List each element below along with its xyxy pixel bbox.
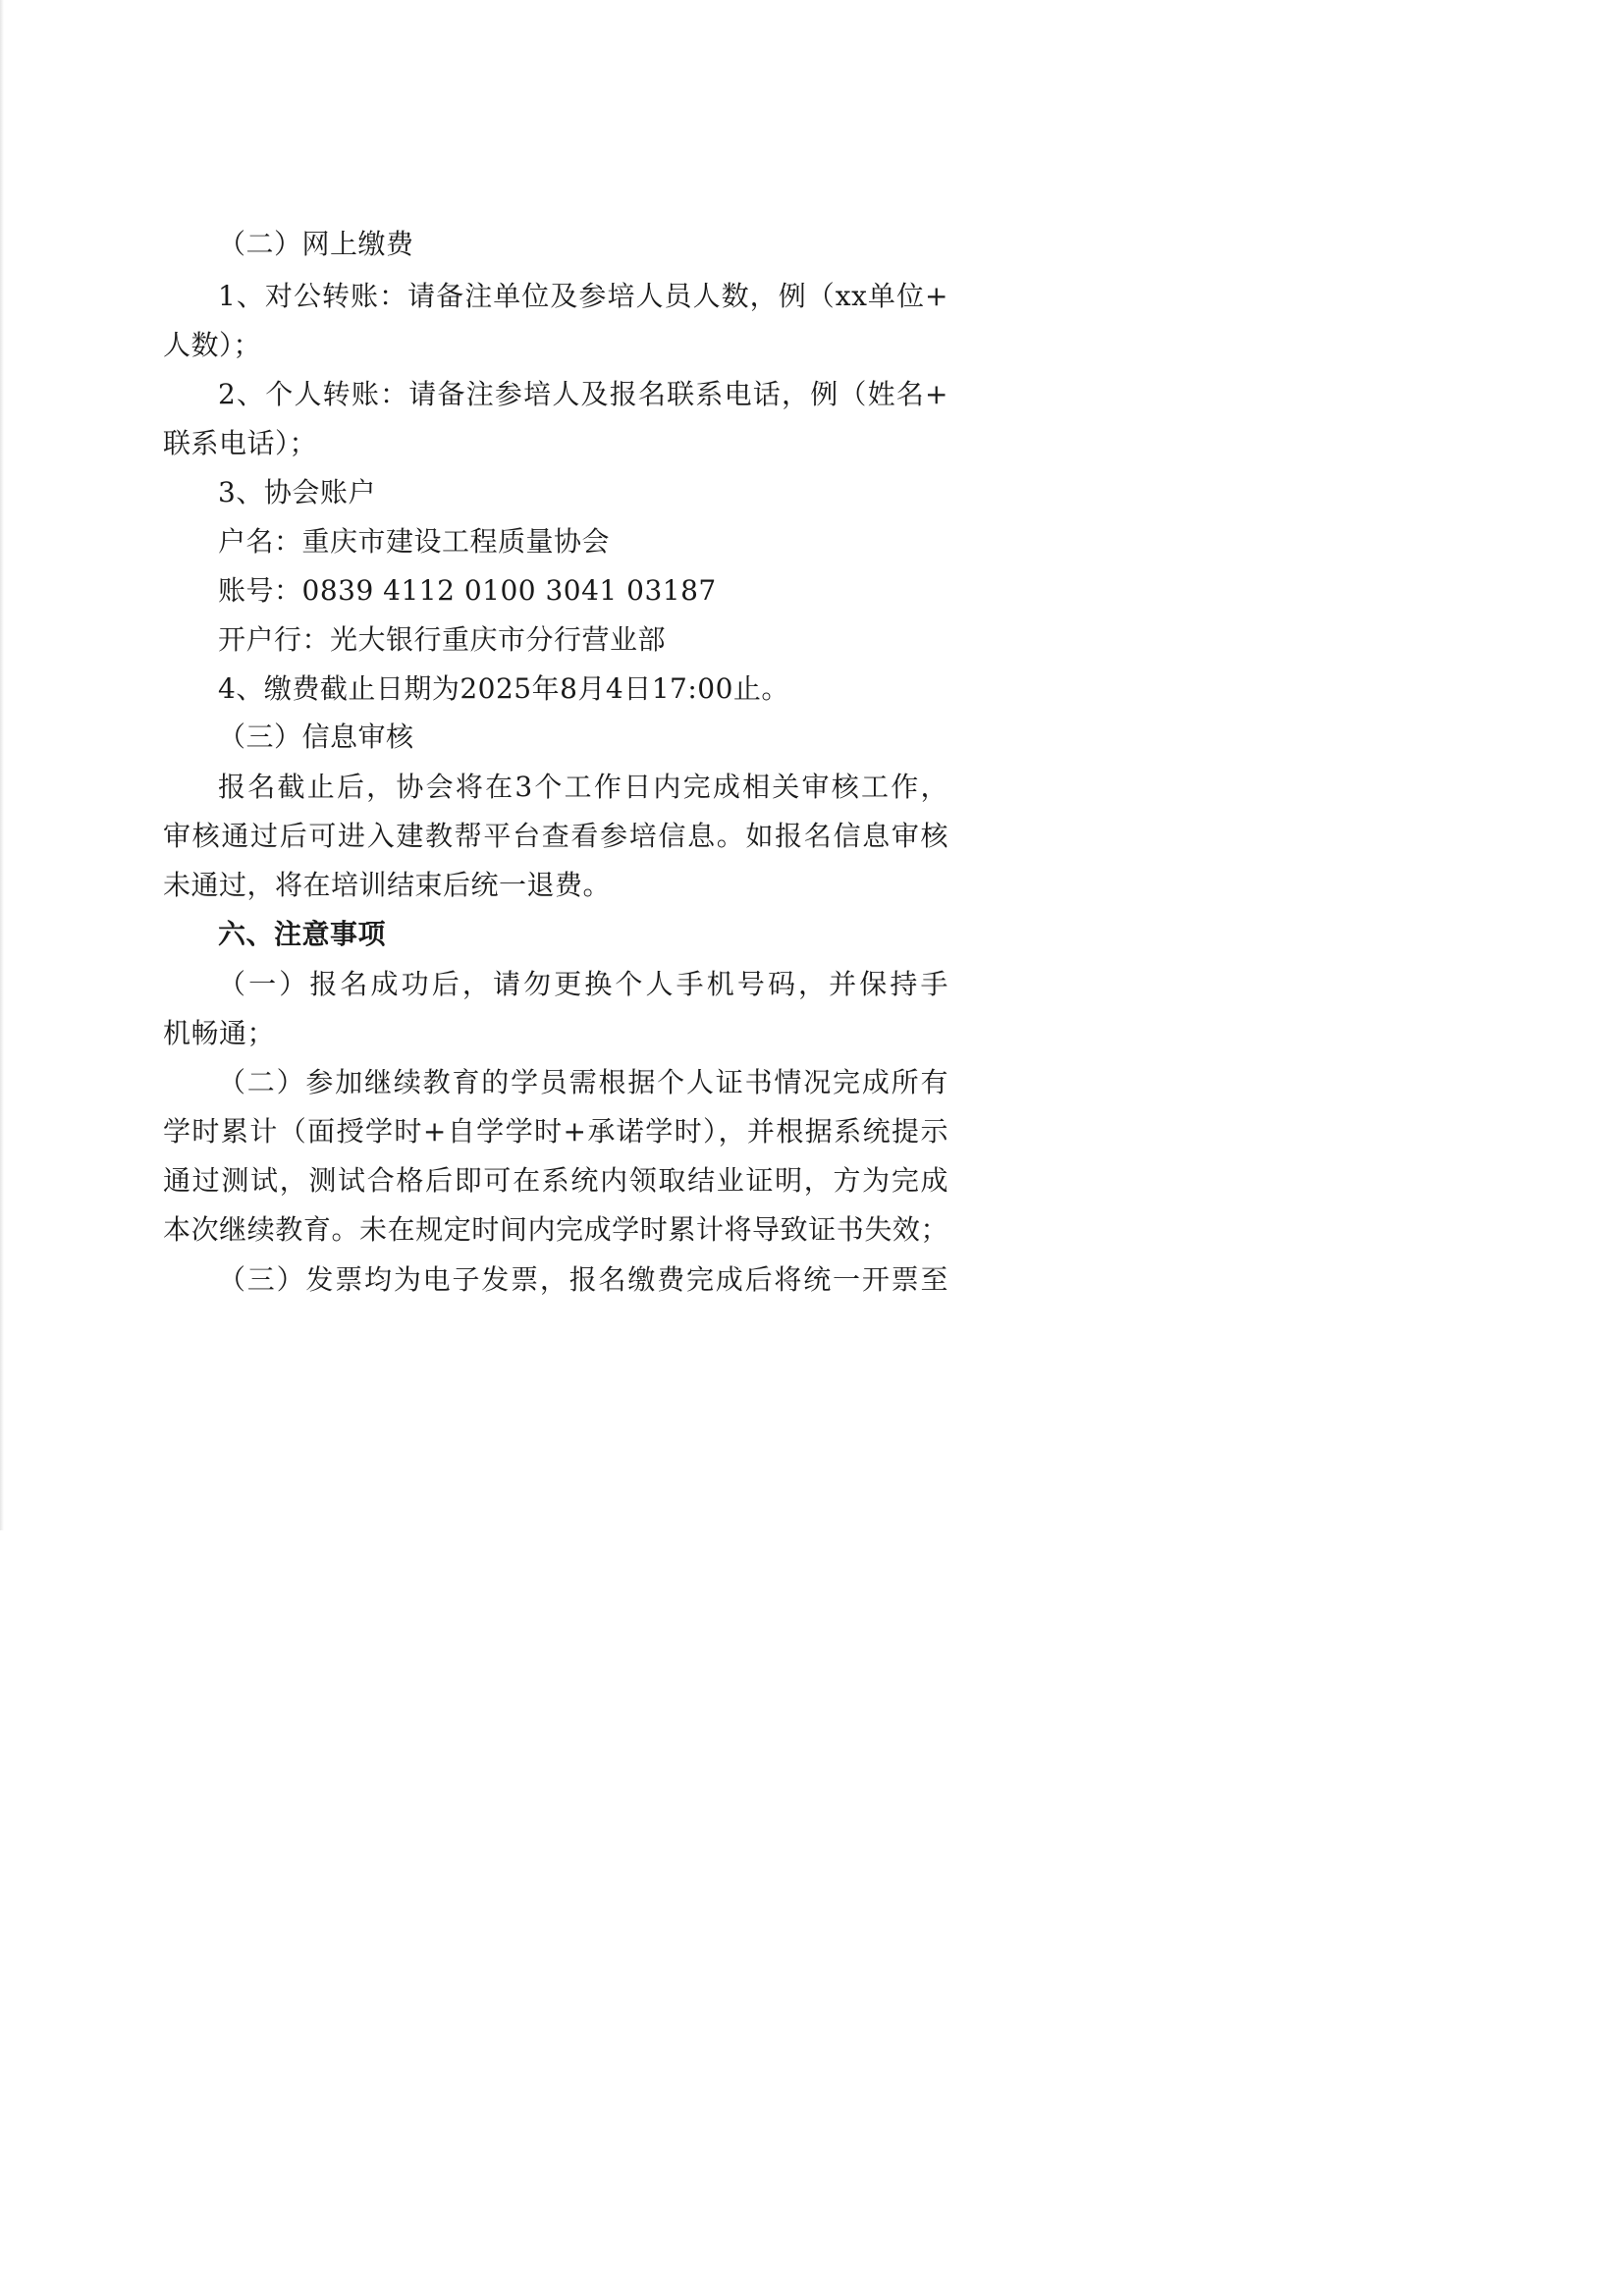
paragraph-note-3: （三）发票均为电子发票，报名缴费完成后将统一开票至 (218, 1263, 948, 1296)
account-number: 账号：0839 4112 0100 3041 03187 (218, 574, 717, 607)
paragraph-review: 报名截止后，协会将在3个工作日内完成相关审核工作， (218, 771, 948, 803)
paragraph-corporate-transfer: 1、对公转账：请备注单位及参培人员人数，例（xx单位+ (218, 280, 948, 312)
paragraph-note-1: （一）报名成功后，请勿更换个人手机号码，并保持手 (218, 968, 948, 1000)
document-page (0, 0, 1082, 1530)
section-heading-notes: 六、注意事项 (218, 918, 387, 950)
scan-edge (0, 0, 4, 1530)
account-bank: 开户行：光大银行重庆市分行营业部 (218, 623, 667, 656)
payment-deadline: 4、缴费截止日期为2025年8月4日17:00止。 (218, 672, 789, 705)
paragraph-association-account: 3、协会账户 (218, 476, 376, 508)
account-name: 户名：重庆市建设工程质量协会 (218, 525, 611, 558)
paragraph-personal-transfer-cont: 联系电话）； (163, 427, 318, 459)
paragraph-corporate-transfer-cont: 人数）； (163, 329, 262, 361)
paragraph-note-2-cont-2: 通过测试，测试合格后即可在系统内领取结业证明，方为完成 (163, 1164, 948, 1197)
subheading-info-review: （三）信息审核 (218, 721, 414, 753)
paragraph-personal-transfer: 2、个人转账：请备注参培人及报名联系电话，例（姓名+ (218, 378, 948, 410)
subheading-online-payment: （二）网上缴费 (218, 228, 414, 260)
paragraph-note-2-cont-1: 学时累计（面授学时+自学学时+承诺学时），并根据系统提示 (163, 1115, 948, 1148)
paragraph-note-1-cont: 机畅通； (163, 1017, 276, 1049)
paragraph-note-2-cont-3: 本次继续教育。未在规定时间内完成学时累计将导致证书失效； (163, 1213, 948, 1246)
paragraph-review-cont-1: 审核通过后可进入建教帮平台查看参培信息。如报名信息审核 (163, 820, 948, 852)
paragraph-review-cont-2: 未通过，将在培训结束后统一退费。 (163, 869, 612, 901)
paragraph-note-2: （二）参加继续教育的学员需根据个人证书情况完成所有 (218, 1066, 948, 1098)
